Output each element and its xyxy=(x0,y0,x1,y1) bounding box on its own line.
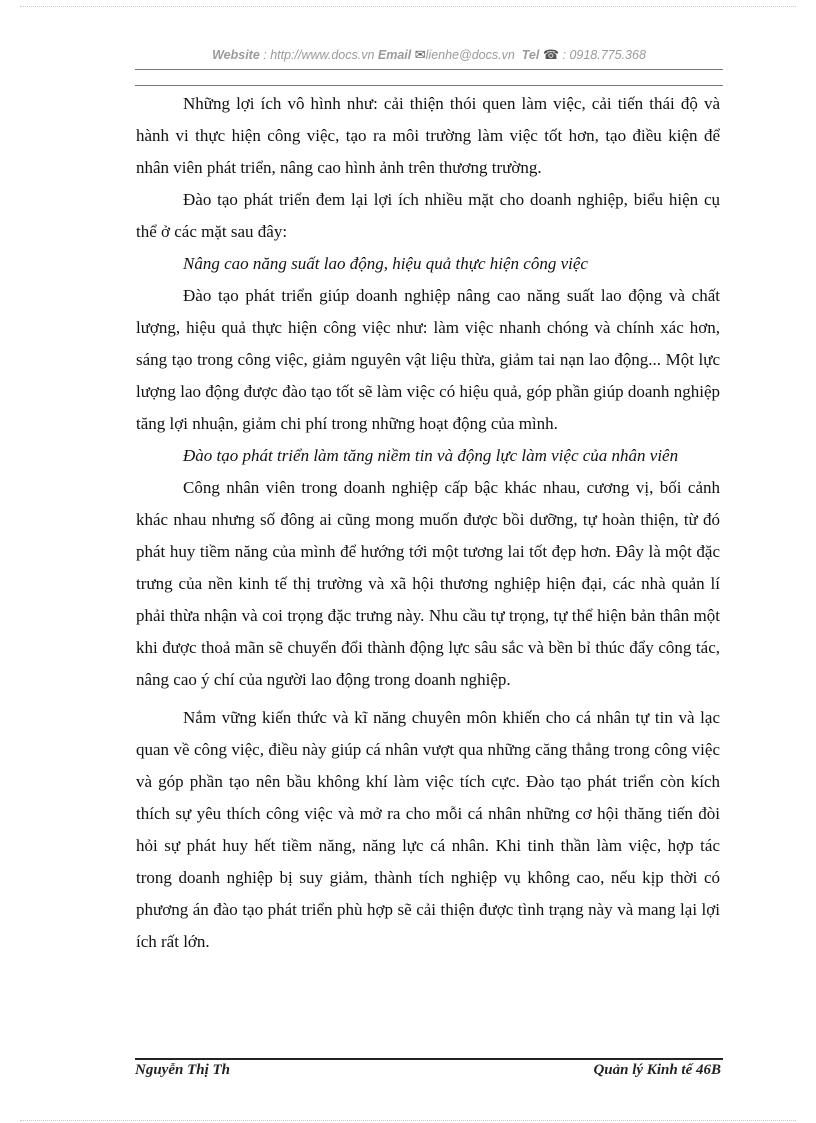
email-label: Email xyxy=(377,48,412,62)
tel-label: Tel xyxy=(521,48,540,62)
footer-author: Nguyễn Thị Th xyxy=(135,1062,231,1078)
subheading-productivity: Nâng cao năng suất lao động, hiệu quả thực hiện công việc xyxy=(183,254,588,273)
header-divider-top xyxy=(135,69,723,70)
paragraph-confidence: Nắm vững kiến thức và kĩ năng chuyên môn khiến cho cá nhân tự tin và lạc quan về công việc, điều này giúp cá nhân vượt qua những căng thẳng trong công việc và góp phần tạo nên bầu không khí làm việc tích cực. Đào tạo phát triển còn kích thích sự yêu thích công việc và mở ra cho mỗi cá nhân những cơ hội thăng tiến đòi hỏi sự phát huy hết tiềm năng, năng lực cá nhân. Khi tinh thần làm việc, hợp tác trong doanh nghiệp bị suy giảm, thành tích nghiệp vụ không cao, nếu kịp thời có phương án đào tạo phát triển phù hợp sẽ cải thiện được tình trạng này và mang lại lợi ích rất lớn. xyxy=(136,708,720,951)
website-label: Website xyxy=(212,48,260,62)
website-value: : http://www.docs.vn xyxy=(259,48,378,62)
page-edge-bottom xyxy=(20,1120,796,1121)
email-value: lienhe@docs.vn xyxy=(425,48,515,62)
subheading-motivation: Đào tạo phát triển làm tăng niềm tin và động lực làm việc của nhân viên xyxy=(183,446,679,465)
phone-icon: ☎ xyxy=(542,47,560,62)
footer-class: Quản lý Kinh tế 46B xyxy=(593,1062,721,1078)
footer-divider xyxy=(135,1058,723,1060)
page-edge-top xyxy=(20,6,796,7)
envelope-icon: ✉ xyxy=(414,47,426,62)
paragraph-productivity: Đào tạo phát triển giúp doanh nghiệp nâng cao năng suất lao động và chất lượng, hiệu quả thực hiện công việc như: làm việc nhanh chóng và chính xác hơn, sáng tạo trong công việc, giảm nguyên vật liệu thừa, giảm tai nạn lao động... Một lực lượng lao động được đào tạo tốt sẽ làm việc có hiệu quả, góp phần giúp doanh nghiệp tăng lợi nhuận, giảm chi phí trong những hoạt động của mình. xyxy=(136,286,720,433)
page-header xyxy=(135,47,723,63)
paragraph-benefits-intro: Đào tạo phát triển đem lại lợi ích nhiều mặt cho doanh nghiệp, biểu hiện cụ thể ở các mặt sau đây: xyxy=(136,190,720,241)
paragraph-motivation: Công nhân viên trong doanh nghiệp cấp bậc khác nhau, cương vị, bối cảnh khác nhau nhưng số đông ai cũng mong muốn được bồi dưỡng, tự hoàn thiện, từ đó phát huy tiềm năng của mình để hướng tới một tương lai tốt đẹp hơn. Đây là một đặc trưng của nền kinh tế thị trường và xã hội thương nghiệp hiện đại, các nhà quản lí phải thừa nhận và coi trọng đặc trưng này. Nhu cầu tự trọng, tự thể hiện bản thân một khi được thoả mãn sẽ chuyển đổi thành động lực sâu sắc và bền bỉ thúc đẩy công tác, nâng cao ý chí của người lao động trong doanh nghiệp. xyxy=(136,478,720,689)
header-divider-bottom xyxy=(135,85,723,86)
tel-value: : 0918.775.368 xyxy=(559,48,646,62)
document-body xyxy=(136,88,720,958)
paragraph-intangible-benefits: Những lợi ích vô hình như: cải thiện thói quen làm việc, cải tiến thái độ và hành vi thực hiện công việc, tạo ra môi trường làm việc tốt hơn, tạo điều kiện để nhân viên phát triển, nâng cao hình ảnh trên thương trường. xyxy=(136,94,720,177)
